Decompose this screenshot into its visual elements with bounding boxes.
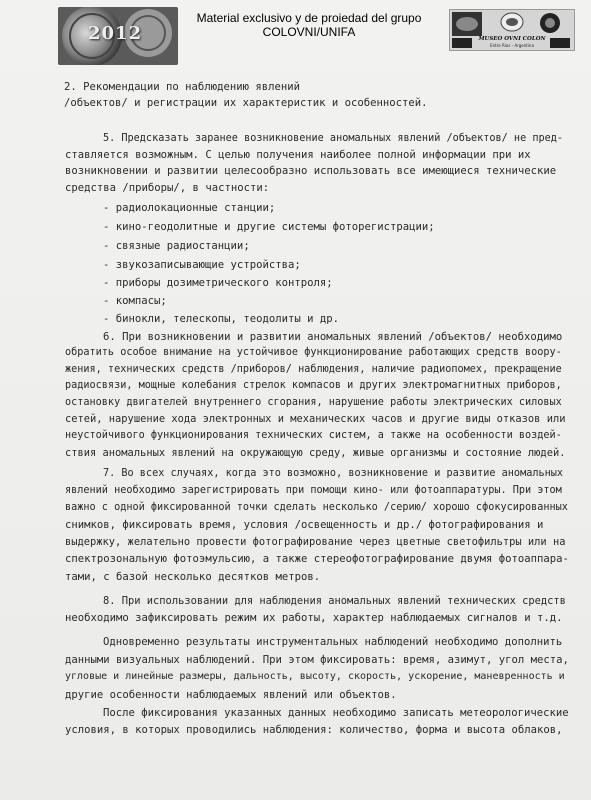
list-item: - связные радиостанции; <box>103 240 250 252</box>
body-line: Одновременно результаты инструментальных наблюдений необходимо дополнить <box>103 636 563 648</box>
body-line: важно с одной фиксированной точки сделать несколько /серию/ хорошо сфокусированных <box>65 502 568 513</box>
museum-logo-title: MUSEO OVNI COLON <box>478 36 546 42</box>
body-line: снимков, фиксировать время, условия /освещенность и др./ фотографирования и <box>65 519 544 531</box>
banner-line-1: Material exclusivo y de proiedad del grupo <box>196 11 422 25</box>
list-item: - компасы; <box>103 295 167 307</box>
body-line: радиосвязи, мощные колебания стрелок компасов и других электромагнитных приборов, <box>65 380 562 391</box>
coin-logo <box>58 7 178 65</box>
list-item: - звукозаписывающие устройства; <box>103 259 301 271</box>
body-line: 6. При возникновении и развитии аномальных явлений /объектов/ необходимо <box>103 331 563 343</box>
body-line: выдержку, желательно провести фотографирование через цветные светофильтры или на <box>65 536 566 548</box>
body-line: другие особенности наблюдаемых явлений или объектов. <box>65 689 397 701</box>
body-line: неустойчивого функционирования технических систем, а также на особенности воздей- <box>65 430 562 441</box>
body-line: ствия аномальных явлений на окружающую среду, живые организмы и состояние людей. <box>65 447 566 459</box>
body-line: спектрозональную фотоэмульсию, а также стереофотографирование двумя фотоаппара- <box>65 553 569 565</box>
body-line: угловые и линейные размеры, дальность, высоту, скорость, ускорение, маневренность и <box>65 671 565 682</box>
list-item: - бинокли, телескопы, теодолиты и др. <box>103 313 339 325</box>
heading-line-2: /объектов/ и регистрации их характеристик и особенностей. <box>64 97 428 109</box>
museum-logo <box>449 9 575 51</box>
body-line: тами, с базой несколько десятков метров. <box>65 571 321 583</box>
body-line: необходимо зафиксировать режим их работы, характер наблюдаемых сигналов и т.д. <box>65 612 563 624</box>
body-line: обратить особое внимание на устойчивое функционирование работающих средств воору- <box>65 347 562 358</box>
list-item: - приборы дозиметрического контроля; <box>103 277 333 289</box>
body-line: сетей, нарушение хода электронных и механических часов и другие виды отказов или <box>65 413 566 425</box>
body-line: остановку двигателей внутреннего сгорания, нарушение работы электрических силовых <box>65 397 562 408</box>
body-line: условия, в которых проводились наблюдения: количество, форма и высота облаков, <box>65 724 563 736</box>
page-header <box>0 0 591 62</box>
body-line: жения, технических средств /приборов/ наблюдения, наличие радиопомех, прекращение <box>65 364 562 375</box>
list-item: - радиолокационные станции; <box>103 202 276 214</box>
list-item: - кино-геодолитные и другие системы фоторегистрации; <box>103 221 435 233</box>
body-line: 5. Предсказать заранее возникновение аномальных явлений /объектов/ не пред- <box>103 133 564 144</box>
body-line: явлений необходимо зарегистрировать при помощи кино- или фотоаппаратуры. При этом <box>65 485 562 496</box>
museum-logo-subtitle: Entre Rios - Argentina <box>490 43 534 48</box>
body-line: 8. При использовании для наблюдения аномальных явлений технических средств <box>103 595 566 607</box>
heading-line-1: 2. Рекомендации по наблюдению явлений <box>64 81 300 93</box>
body-line: ставляется возможным. С целью получения наиболее полной информации при их <box>65 149 531 161</box>
body-line: средства /приборы/, в частности: <box>65 182 270 194</box>
body-line: возникновении и развитии целесообразно использовать все имеющиеся технические <box>65 165 557 177</box>
banner-line-2: COLOVNI/UNIFA <box>262 25 356 39</box>
body-line: 7. Во всех случаях, когда это возможно, возникновение и развитие аномальных <box>103 468 564 479</box>
body-line: После фиксирования указанных данных необходимо записать метеорологические <box>103 707 569 719</box>
copyright-banner <box>184 11 434 39</box>
coin-logo-year: 2012 <box>88 23 143 44</box>
body-line: данными визуальных наблюдений. При этом фиксировать: время, азимут, угол места, <box>65 654 569 666</box>
